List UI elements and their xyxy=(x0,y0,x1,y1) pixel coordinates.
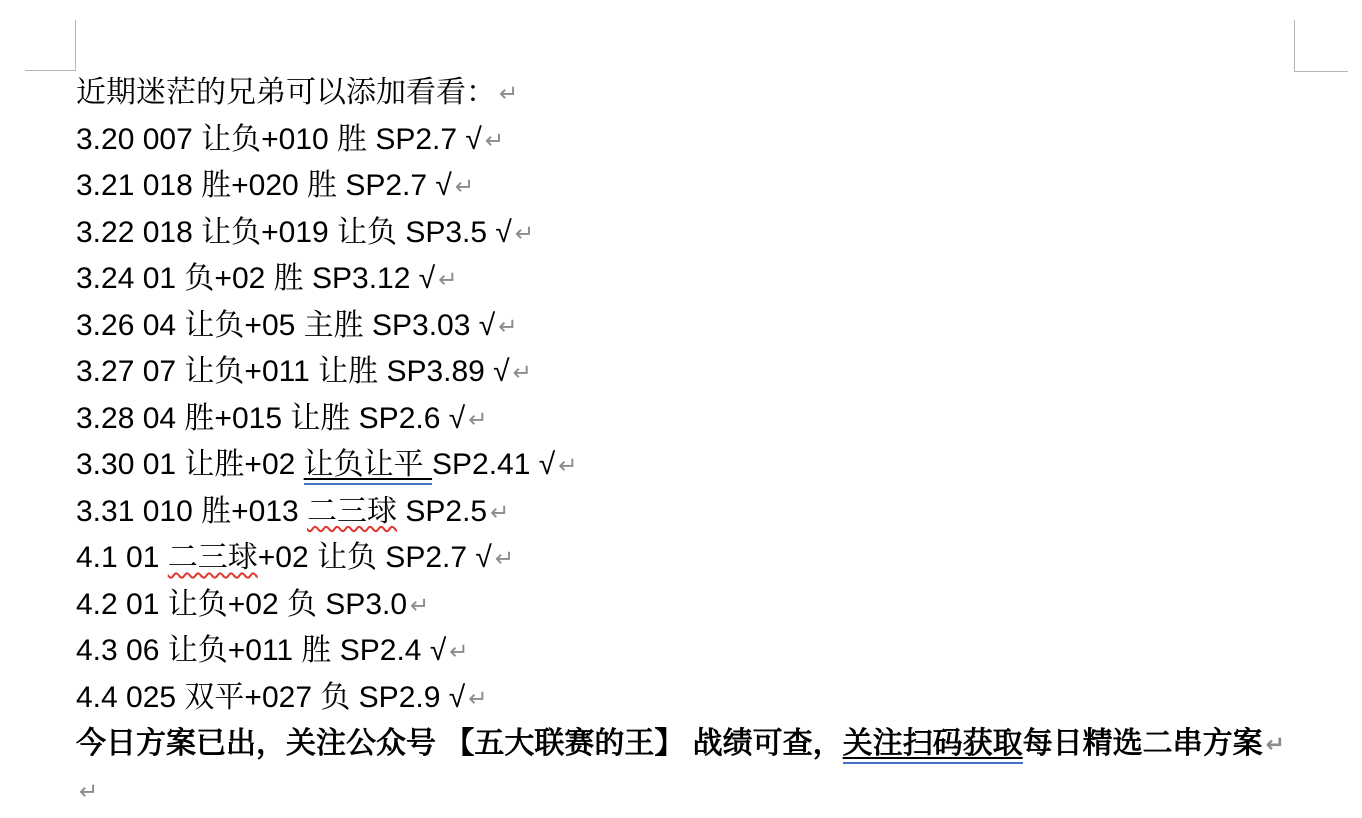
paragraph-mark-icon: ↵ xyxy=(494,545,515,571)
text-run-plain: 3.24 01 负+02 胜 SP3.12 √ xyxy=(76,262,436,295)
paragraph[interactable] xyxy=(76,70,1346,117)
paragraph[interactable] xyxy=(76,675,1346,722)
paragraph[interactable] xyxy=(76,768,1346,815)
paragraph-mark-icon: ↵ xyxy=(468,405,488,432)
document-body[interactable] xyxy=(76,70,1346,814)
paragraph[interactable] xyxy=(76,163,1346,210)
paragraph-mark-icon: ↵ xyxy=(468,684,488,711)
paragraph[interactable] xyxy=(76,442,1346,489)
paragraph-mark-icon: ↵ xyxy=(79,777,99,804)
text-run-plain: 近期迷茫的兄弟可以添加看看： xyxy=(76,76,496,109)
text-run-plain: 4.4 025 双平+027 负 SP2.9 √ xyxy=(76,680,466,714)
text-run-plain: +02 让负 SP2.7 √ xyxy=(257,541,492,574)
paragraph[interactable] xyxy=(76,489,1346,536)
text-run-plain: 4.1 01 xyxy=(76,541,168,574)
paragraph[interactable] xyxy=(76,721,1346,768)
text-run-plain: 今日方案已出，关注公众号 【五大联赛的王】 战绩可查， xyxy=(76,727,843,760)
paragraph-mark-icon: ↵ xyxy=(558,452,578,478)
paragraph-mark-icon: ↵ xyxy=(449,638,469,664)
paragraph[interactable] xyxy=(76,256,1346,303)
paragraph-mark-icon: ↵ xyxy=(438,266,458,292)
text-run-plain: 4.2 01 让负+02 负 SP3.0 xyxy=(76,587,408,621)
paragraph-mark-icon: ↵ xyxy=(410,591,430,618)
paragraph[interactable] xyxy=(76,303,1346,350)
margin-crop-mark-top-right-icon xyxy=(1294,20,1348,72)
paragraph-mark-icon: ↵ xyxy=(514,219,535,246)
text-run-plain: SP2.41 √ xyxy=(432,448,556,481)
text-run-plain: 3.26 04 让负+05 主胜 SP3.03 √ xyxy=(76,308,496,342)
text-run-plain: 3.30 01 让胜+02 xyxy=(76,448,304,481)
text-run-plain: SP2.5 xyxy=(397,494,488,528)
text-run-plain: 3.22 018 让负+019 让负 SP3.5 √ xyxy=(76,215,512,249)
text-run-plain: 3.28 04 胜+015 让胜 SP2.6 √ xyxy=(76,401,466,435)
paragraph[interactable] xyxy=(76,628,1346,675)
paragraph-mark-icon: ↵ xyxy=(490,498,510,525)
text-run-plain: 3.27 07 让负+011 让胜 SP3.89 √ xyxy=(76,355,510,388)
paragraph[interactable] xyxy=(76,535,1346,582)
text-run-plain: 3.31 010 胜+013 xyxy=(76,494,308,528)
margin-crop-mark-top-left-icon xyxy=(25,20,76,71)
paragraph-mark-icon: ↵ xyxy=(498,312,518,339)
text-run-plain: 3.21 018 胜+020 胜 SP2.7 √ xyxy=(76,169,452,202)
text-run-spell-wavy: 二三球 xyxy=(167,541,258,574)
text-run-spell-wavy: 二三球 xyxy=(307,494,398,528)
text-run-plain: 每日精选二串方案 xyxy=(1022,727,1263,760)
paragraph[interactable] xyxy=(76,349,1346,396)
text-run-blue-underline: 关注扫码获取 xyxy=(843,727,1023,764)
paragraph[interactable] xyxy=(76,396,1346,443)
paragraph-mark-icon: ↵ xyxy=(499,80,519,106)
text-run-plain: 3.20 007 让负+010 胜 SP2.7 √ xyxy=(76,122,482,156)
paragraph-mark-icon: ↵ xyxy=(512,359,532,385)
paragraph[interactable] xyxy=(76,210,1346,257)
paragraph[interactable] xyxy=(76,582,1346,629)
paragraph-mark-icon: ↵ xyxy=(1265,731,1285,757)
paragraph-mark-icon: ↵ xyxy=(454,173,475,199)
text-run-plain: 4.3 06 让负+011 胜 SP2.4 √ xyxy=(76,634,447,667)
text-run-blue-underline: 让负让平 xyxy=(304,448,432,485)
paragraph[interactable] xyxy=(76,117,1346,164)
paragraph-mark-icon: ↵ xyxy=(484,126,505,153)
